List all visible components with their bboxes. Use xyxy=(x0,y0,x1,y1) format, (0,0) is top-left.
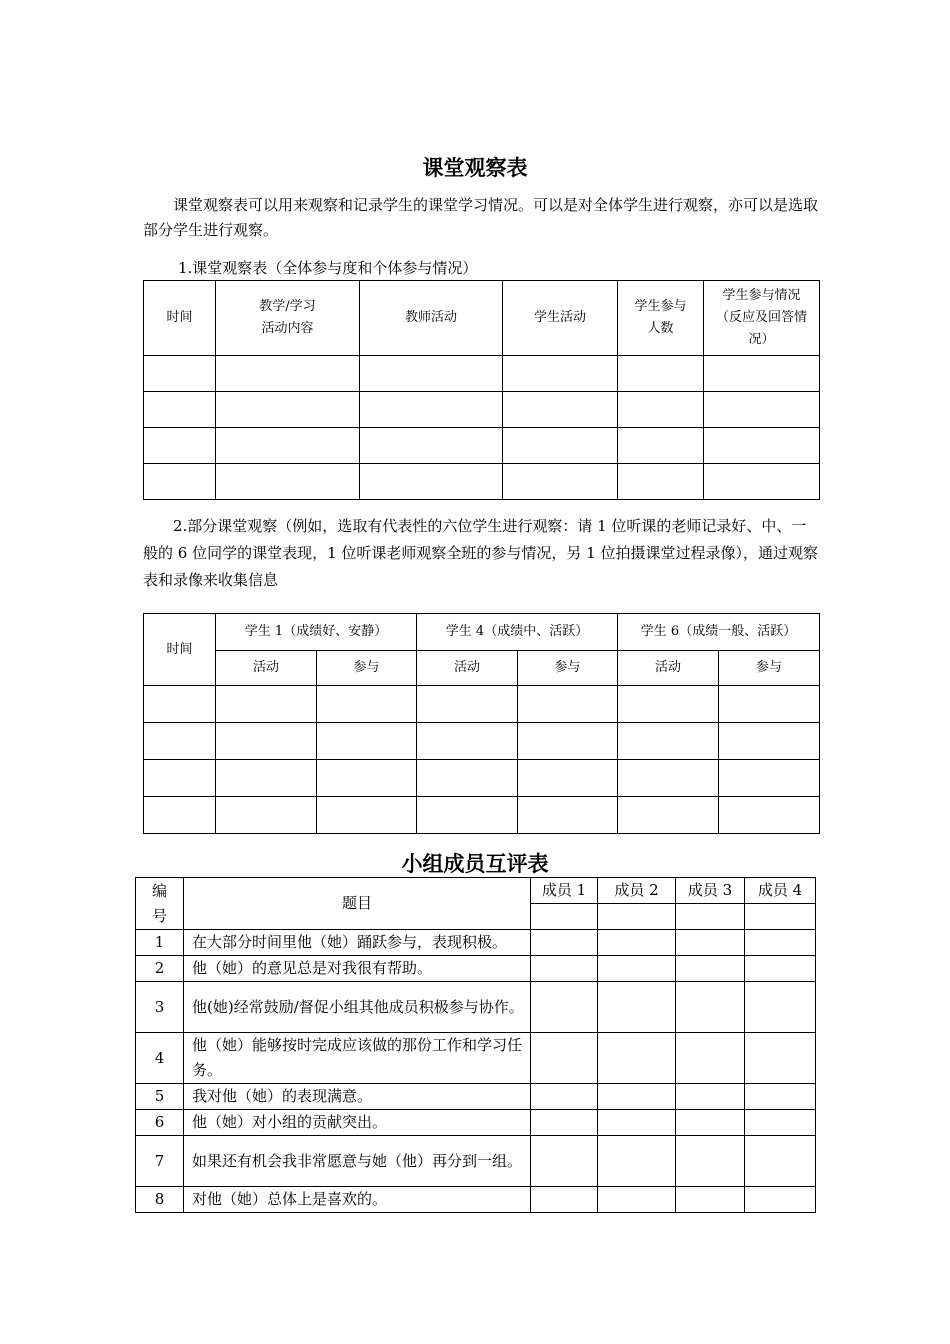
table-row xyxy=(136,1136,816,1187)
page-title: 课堂观察表 xyxy=(422,155,528,180)
header-participant-count: 学生参与 人数 xyxy=(618,281,704,356)
row-question: 他(她)经常鼓励/督促小组其他成员积极参与协作。 xyxy=(184,982,531,1033)
row-question: 对他（她）总体上是喜欢的。 xyxy=(184,1187,531,1213)
row-question: 他（她）的意见总是对我很有帮助。 xyxy=(184,956,531,982)
header-number: 编号 xyxy=(136,878,184,930)
header-member-1: 成员 1 xyxy=(531,878,598,904)
row-number: 1 xyxy=(136,930,184,956)
header-member-3: 成员 3 xyxy=(676,878,745,904)
table-row xyxy=(136,1084,816,1110)
header-student-1: 学生 1（成绩好、安静） xyxy=(216,614,417,651)
row-number: 6 xyxy=(136,1110,184,1136)
row-number: 2 xyxy=(136,956,184,982)
header-member-4: 成员 4 xyxy=(745,878,816,904)
observation-table-1 xyxy=(143,280,820,500)
header-teaching-content: 教学/学习 活动内容 xyxy=(216,281,360,356)
peer-review-table xyxy=(135,877,816,1213)
header-participation: 参与 xyxy=(719,651,820,686)
table-row xyxy=(144,392,820,428)
table-row xyxy=(144,723,820,760)
row-number: 3 xyxy=(136,982,184,1033)
row-question: 如果还有机会我非常愿意与她（他）再分到一组。 xyxy=(184,1136,531,1187)
header-student-4: 学生 4（成绩中、活跃） xyxy=(417,614,618,651)
header-student-activity: 学生活动 xyxy=(503,281,618,356)
peer-review-title: 小组成员互评表 xyxy=(401,851,549,876)
row-number: 4 xyxy=(136,1033,184,1084)
table-row xyxy=(144,428,820,464)
table-row xyxy=(144,356,820,392)
header-participation-status: 学生参与情况 （反应及回答情 况） xyxy=(704,281,820,356)
header-activity: 活动 xyxy=(216,651,317,686)
table-row xyxy=(144,686,820,723)
header-teacher-activity: 教师活动 xyxy=(360,281,503,356)
row-question: 他（她）能够按时完成应该做的那份工作和学习任务。 xyxy=(184,1033,531,1084)
table-row xyxy=(144,464,820,500)
section2-paragraph xyxy=(143,513,819,594)
header-participation: 参与 xyxy=(518,651,618,686)
header-student-6: 学生 6（成绩一般、活跃） xyxy=(618,614,820,651)
table-row xyxy=(144,760,820,797)
row-number: 5 xyxy=(136,1084,184,1110)
row-number: 8 xyxy=(136,1187,184,1213)
header-participation: 参与 xyxy=(317,651,417,686)
row-number: 7 xyxy=(136,1136,184,1187)
row-question: 我对他（她）的表现满意。 xyxy=(184,1084,531,1110)
table-row xyxy=(136,1110,816,1136)
intro-text: 课堂观察表可以用来观察和记录学生的课堂学习情况。可以是对全体学生进行观察，亦可以是选取部分学生进行观察。 xyxy=(143,196,819,239)
header-activity: 活动 xyxy=(618,651,719,686)
row-question: 在大部分时间里他（她）踊跃参与，表现积极。 xyxy=(184,930,531,956)
header-activity: 活动 xyxy=(417,651,518,686)
header-question: 题目 xyxy=(184,878,531,930)
table-row xyxy=(136,1187,816,1213)
intro-paragraph xyxy=(143,193,819,243)
table-row xyxy=(136,956,816,982)
table-row xyxy=(144,797,820,834)
table-row xyxy=(136,930,816,956)
section1-label: 1.课堂观察表（全体参与度和个体参与情况） xyxy=(178,259,478,277)
observation-table-2 xyxy=(143,613,820,834)
row-question: 他（她）对小组的贡献突出。 xyxy=(184,1110,531,1136)
section2-text: 2.部分课堂观察（例如，选取有代表性的六位学生进行观察：请 1 位听课的老师记录好、中、一般的 6 位同学的课堂表现，1 位听课老师观察全班的参与情况，另 1 位拍摄课堂过程录像），通过观察表和录像来收集信息 xyxy=(143,517,818,589)
header-time: 时间 xyxy=(144,281,216,356)
header-member-2: 成员 2 xyxy=(598,878,676,904)
table-row xyxy=(136,1033,816,1084)
table-row xyxy=(136,982,816,1033)
header-time: 时间 xyxy=(144,614,216,686)
